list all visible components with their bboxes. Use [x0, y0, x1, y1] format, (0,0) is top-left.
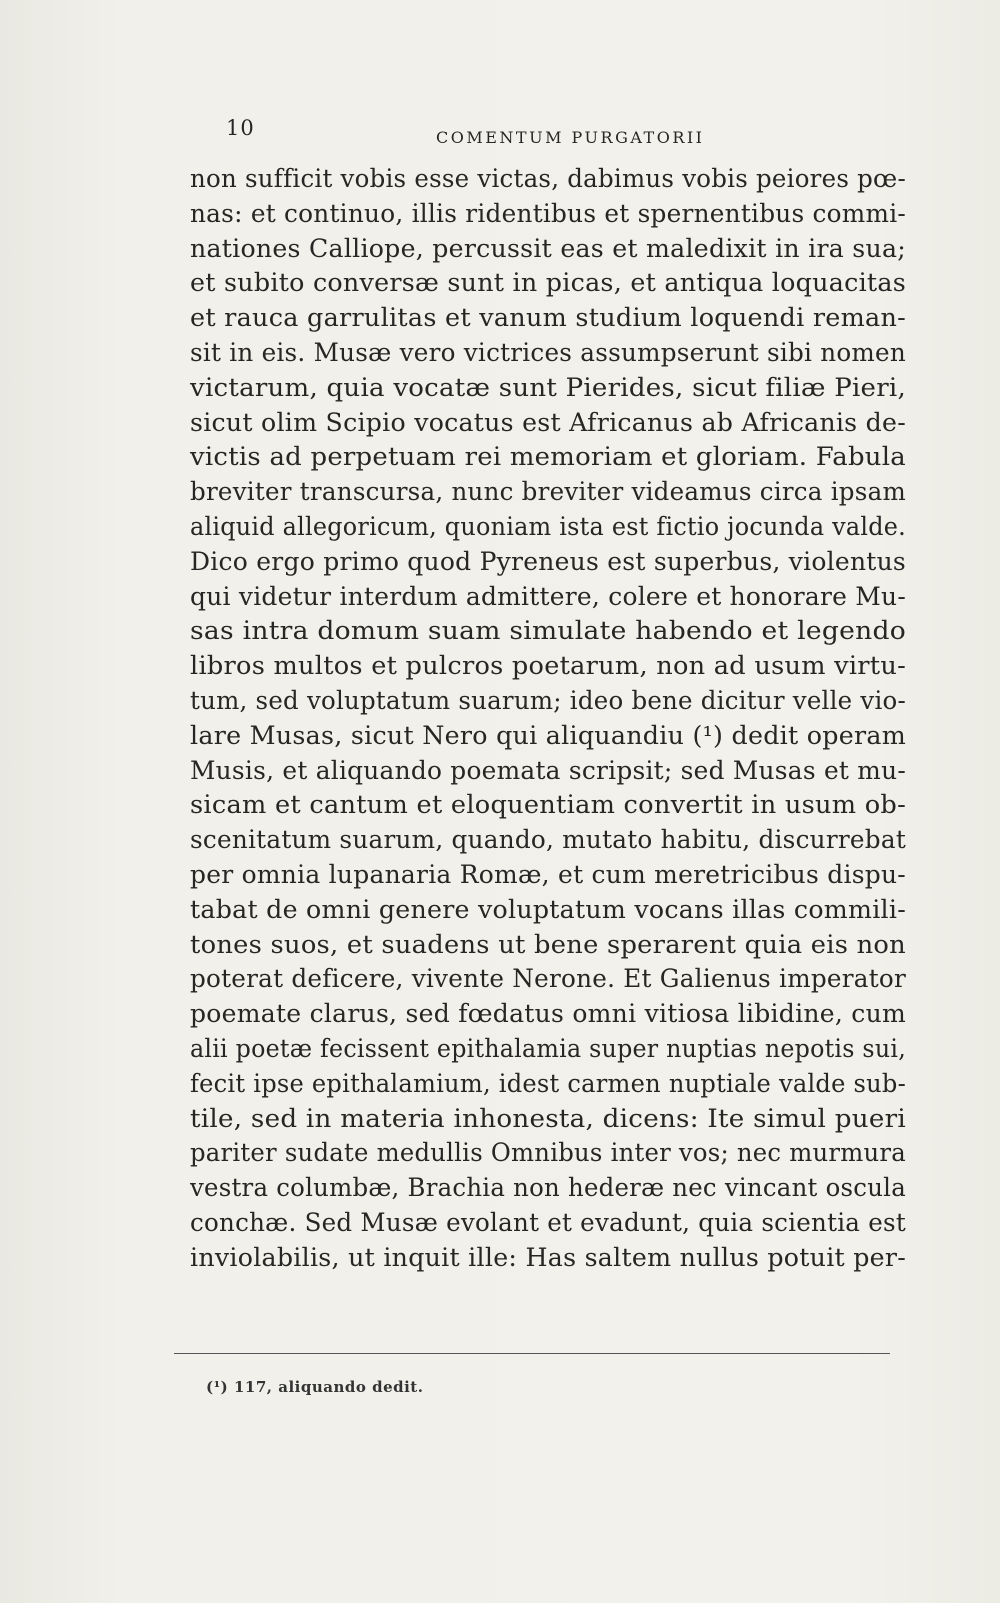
text-line: et rauca garrulitas et vanum studium loquendi reman-: [190, 303, 906, 333]
text-line: nas: et continuo, illis ridentibus et spernentibus commi-: [190, 198, 906, 228]
text-line: scenitatum suarum, quando, mutato habitu, discurrebat: [190, 825, 906, 855]
footnote: (¹) 117, aliquando dedit.: [206, 1378, 424, 1396]
text-line: libros multos et pulcros poetarum, non ad usum virtu-: [190, 651, 906, 681]
text-line: victis ad perpetuam rei memoriam et gloriam. Fabula: [190, 442, 907, 472]
text-line: sit in eis. Musæ vero victrices assumpserunt sibi nomen: [190, 337, 906, 367]
text-line: victarum, quia vocatæ sunt Pierides, sicut filiæ Pieri,: [190, 372, 906, 402]
text-line: poterat deficere, vivente Nerone. Et Galienus imperator: [190, 964, 906, 994]
text-line: lare Musas, sicut Nero qui aliquandiu (¹) dedit operam: [190, 720, 906, 750]
running-head: COMENTUM PURGATORII: [436, 128, 705, 147]
text-line: qui videtur interdum admittere, colere et honorare Mu-: [190, 581, 906, 611]
footnote-rule: [174, 1353, 890, 1354]
text-line: sas intra domum suam simulate habendo et legendo: [190, 616, 907, 646]
text-line: per omnia lupanaria Romæ, et cum meretricibus dispu-: [190, 859, 906, 889]
text-line: fecit ipse epithalamium, idest carmen nuptiale valde sub-: [190, 1068, 906, 1098]
text-line: tones suos, et suadens ut bene sperarent quia eis non: [190, 929, 906, 959]
text-line: non sufficit vobis esse victas, dabimus vobis peiores pœ-: [190, 164, 906, 193]
text-line: sicut olim Scipio vocatus est Africanus ab Africanis de-: [190, 407, 906, 437]
page-header: [210, 116, 730, 152]
text-line: breviter transcursa, nunc breviter videamus circa ipsam: [190, 477, 906, 507]
text-line: et subito conversæ sunt in picas, et antiqua loquacitas: [190, 268, 907, 298]
text-line: sicam et cantum et eloquentiam convertit in usum ob-: [190, 790, 907, 820]
text-line: tile, sed in materia inhonesta, dicens: Ite simul pueri: [190, 1103, 906, 1133]
text-line: pariter sudate medullis Omnibus inter vos; nec murmura: [190, 1138, 906, 1168]
text-line: inviolabilis, ut inquit ille: Has saltem nullus potuit per-: [190, 1242, 906, 1272]
page-number: 10: [226, 116, 255, 140]
text-line: aliquid allegoricum, quoniam ista est fictio jocunda valde.: [190, 511, 906, 541]
text-line: vestra columbæ, Brachia non hederæ nec vincant oscula: [190, 1173, 906, 1203]
text-line: conchæ. Sed Musæ evolant et evadunt, quia scientia est: [190, 1207, 906, 1237]
text-line: tum, sed voluptatum suarum; ideo bene dicitur velle vio-: [190, 685, 906, 715]
text-line: poemate clarus, sed fœdatus omni vitiosa libidine, cum: [190, 999, 906, 1029]
text-line: nationes Calliope, percussit eas et maledixit in ira sua;: [190, 233, 906, 263]
body-text: [190, 162, 920, 1276]
text-line: Musis, et aliquando poemata scripsit; sed Musas et mu-: [190, 755, 906, 785]
text-line: tabat de omni genere voluptatum vocans illas commili-: [190, 894, 906, 924]
text-line: Dico ergo primo quod Pyreneus est superbus, violentus: [190, 546, 906, 576]
text-line: alii poetæ fecissent epithalamia super nuptias nepotis sui,: [190, 1033, 906, 1063]
